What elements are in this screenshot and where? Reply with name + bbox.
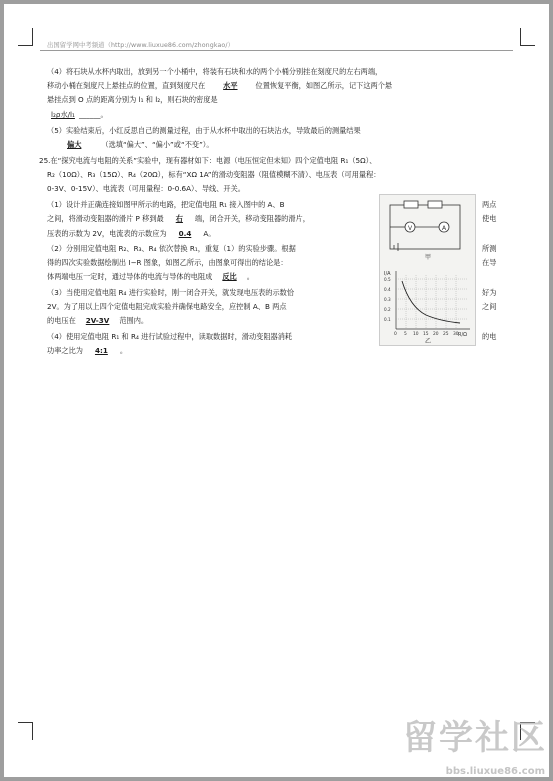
graph-r-axis-label: R/Ω [458,332,467,338]
svg-text:0.2: 0.2 [384,307,391,312]
svg-text:0.5: 0.5 [384,277,391,282]
figure-panel [379,194,476,346]
answer-density: l₂ρ水/l₁ [51,110,75,119]
svg-text:15: 15 [423,332,429,337]
question-25-title: 25.在“探究电流与电阻的关系”实验中，现有器材如下：电源（电压恒定但未知）四个定值电阻 R₁（5Ω）、 [39,156,377,165]
ammeter-symbol: A [442,225,447,232]
header-rule [40,50,513,51]
svg-text:5: 5 [404,332,407,337]
answer-voltage-range: 2V-3V [85,316,110,325]
crop-mark [32,28,33,46]
text-line: 0-3V、0-15V）、电流表（可用量程：0-0.6A）、导线、开关。 [47,184,245,193]
text-line: 压表的示数为 2V，电流表的示数应为 0.4 A。 [47,229,216,238]
watermark-url: bbs.liuxue86.com [445,766,545,777]
text-line: 偏大 （选填“偏大”、“偏小”或“不变”）。 [47,140,214,149]
crop-mark [18,722,33,723]
voltmeter-symbol: V [408,225,413,232]
svg-text:30: 30 [453,332,459,337]
text-line: 移动小桶在刻度尺上悬挂点的位置，直到刻度尺在 水平 位置恢复平衡，如图乙所示，记下这两个悬 [47,81,393,90]
text-line: （4）将石块从水杯内取出，放到另一个小桶中，将装有石块和水的两个小桶分别挂在刻度尺的左右两端， [47,67,383,76]
text-line: l₂ρ水/l₁ ______。 [47,110,108,119]
text-line: （5）实验结束后，小红反思自己的测量过程，由于从水杯中取出的石块沾水，导致最后的测量结果 [47,126,361,135]
text-line: 体两端电压一定时，通过导体的电流与导体的电阻成 反比 。 [47,272,254,281]
text-line: 功率之比为 4:1 。 [47,346,128,355]
watermark-logo: 留学社区 [403,718,547,758]
crop-mark [18,45,33,46]
figure-label-jia: 甲 [425,254,432,261]
text-line: 得的四次实验数据绘制出 I−R 图象，如图乙所示，由图象可得出的结论是： [47,258,288,267]
answer-bias: 偏大 [67,140,82,149]
text-line: 在导 [482,258,497,267]
svg-text:0.4: 0.4 [384,287,391,292]
text-line: 好为 [482,288,497,297]
text-line: 2V。为了用以上四个定值电阻完成实验并确保电路安全，应控制 A、B 两点 [47,302,287,311]
circuit-and-graph-figure [380,195,475,345]
answer-relation: 反比 [222,272,237,281]
svg-text:20: 20 [433,332,439,337]
answer-power-ratio: 4:1 [94,346,108,355]
answer-current: 0.4 [178,229,192,238]
text-line: R₂（10Ω）、R₃（15Ω）、R₄（20Ω），标有“XΩ 1A”的滑动变阻器（阻值模糊不清）、电压表（可用量程： [47,170,381,179]
text-line: （1）设计并正确连接如图甲所示的电路，把定值电阻 R₁ 接入图中的 A、B [47,200,285,209]
svg-text:25: 25 [443,332,449,337]
figure-label-yi: 乙 [425,338,432,345]
svg-text:0.1: 0.1 [384,317,391,322]
crop-mark [32,722,33,740]
text-line: 所测 [482,244,497,253]
graph-i-axis-label: I/A [384,271,391,277]
page-header: 出国留学网中考频道（http://www.liuxue86.com/zhongkao/） [47,42,234,49]
text-line: 的电 [482,332,497,341]
text-line: 的电压在 2V-3V 范围内。 [47,316,149,325]
text-line: 之间，将滑动变阻器的滑片 P 移到最 右 端，闭合开关，移动变阻器的滑片， [47,214,310,223]
svg-text:10: 10 [413,332,419,337]
answer-slider-end: 右 [175,214,183,223]
document-page [4,4,549,777]
text-line: 之间 [482,302,497,311]
text-line: （4）使用定值电阻 R₁ 和 R₄ 进行试验过程中，读取数据时，滑动变阻器消耗 [47,332,293,341]
text-line: （2）分别用定值电阻 R₂、R₃、R₄ 依次替换 R₁，重复（1）的实验步骤。根据 [47,244,296,253]
text-line: 使电 [482,214,497,223]
svg-text:0: 0 [394,332,397,337]
text-line: （3）当使用定值电阻 R₄ 进行实验时，刚一闭合开关，就发现电压表的示数恰 [47,288,295,297]
answer-level: 水平 [223,81,238,90]
crop-mark [520,45,535,46]
text-line: 悬挂点到 O 点的距离分别为 l₁ 和 l₂，则石块的密度是 [47,95,218,104]
text-line: 两点 [482,200,497,209]
crop-mark [520,28,521,46]
svg-text:0.3: 0.3 [384,297,391,302]
